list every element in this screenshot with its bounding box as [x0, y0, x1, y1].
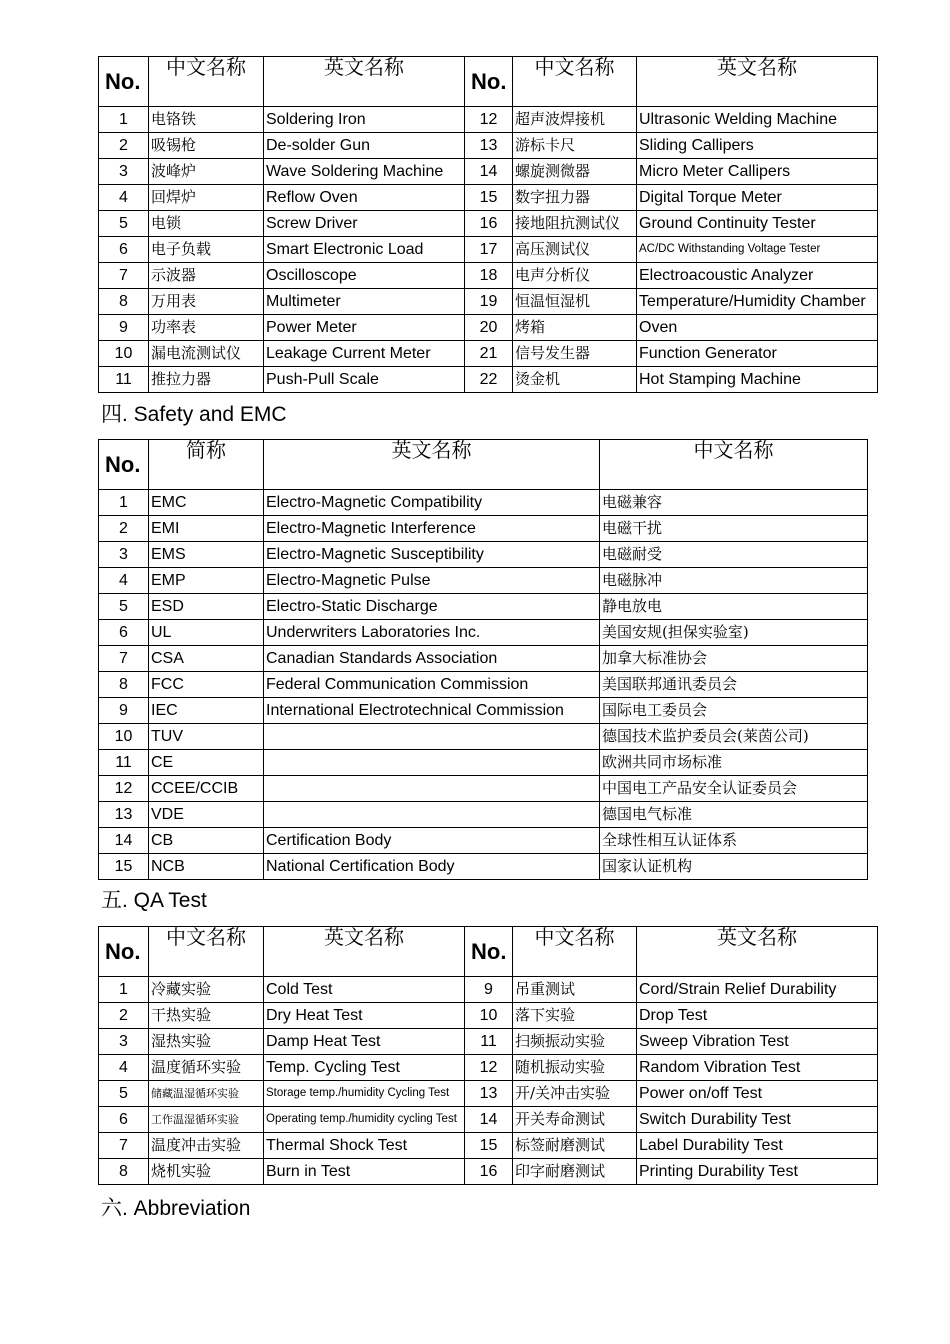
column-header-abbreviation: 简称: [149, 440, 264, 490]
cell-no: 16: [465, 1159, 513, 1185]
cell-no: 1: [99, 107, 149, 133]
cell-chinese-name: 烧机实验: [149, 1159, 264, 1185]
table-row: [99, 516, 868, 542]
cell-no: 1: [99, 490, 149, 516]
cell-no: 1: [99, 977, 149, 1003]
cell-english-name: Temp. Cycling Test: [264, 1055, 465, 1081]
cell-no: 3: [99, 542, 149, 568]
cell-no: 14: [465, 1107, 513, 1133]
cell-chinese-name: 电磁兼容: [600, 490, 868, 516]
column-header-english-name: 英文名称: [264, 927, 465, 977]
cell-no: 17: [465, 237, 513, 263]
cell-english-name: Sweep Vibration Test: [637, 1029, 878, 1055]
table-row: [99, 854, 868, 880]
column-header-chinese-name: 中文名称: [149, 57, 264, 107]
cell-no: 12: [99, 776, 149, 802]
cell-chinese-name: 干热实验: [149, 1003, 264, 1029]
table-header-row: [99, 927, 878, 977]
cell-no: 15: [465, 1133, 513, 1159]
section-number: 四: [101, 402, 122, 426]
table-row: [99, 828, 868, 854]
table-header-row: [99, 440, 868, 490]
cell-english-name: Damp Heat Test: [264, 1029, 465, 1055]
cell-chinese-name: 推拉力器: [149, 367, 264, 393]
cell-chinese-name: 电磁干扰: [600, 516, 868, 542]
cell-no: 9: [465, 977, 513, 1003]
table-row: [99, 185, 878, 211]
table-row: [99, 341, 878, 367]
cell-english-name: Power on/off Test: [637, 1081, 878, 1107]
cell-no: 8: [99, 1159, 149, 1185]
cell-english-name: Certification Body: [264, 828, 600, 854]
cell-chinese-name: 波峰炉: [149, 159, 264, 185]
cell-no: 22: [465, 367, 513, 393]
cell-no: 13: [465, 133, 513, 159]
table-row: [99, 263, 878, 289]
cell-english-name: Storage temp./humidity Cycling Test: [264, 1081, 465, 1107]
cell-no: 12: [465, 1055, 513, 1081]
cell-chinese-name: 电铬铁: [149, 107, 264, 133]
cell-english-name: Electro-Magnetic Susceptibility: [264, 542, 600, 568]
cell-chinese-name: 冷藏实验: [149, 977, 264, 1003]
table-row: [99, 568, 868, 594]
cell-english-name: Soldering Iron: [264, 107, 465, 133]
cell-abbreviation: ESD: [149, 594, 264, 620]
cell-no: 16: [465, 211, 513, 237]
cell-chinese-name: 烤箱: [513, 315, 637, 341]
cell-no: 19: [465, 289, 513, 315]
cell-no: 9: [99, 315, 149, 341]
column-header-chinese-name: 中文名称: [513, 927, 637, 977]
column-header-no: No.: [99, 927, 149, 977]
cell-english-name: Operating temp./humidity cycling Test: [264, 1107, 465, 1133]
section-number: 六: [101, 1196, 122, 1220]
cell-no: 7: [99, 1133, 149, 1159]
cell-english-name: Canadian Standards Association: [264, 646, 600, 672]
section-title: . Safety and EMC: [122, 403, 287, 426]
table-row: [99, 237, 878, 263]
cell-english-name: Random Vibration Test: [637, 1055, 878, 1081]
cell-english-name: Oscilloscope: [264, 263, 465, 289]
cell-abbreviation: CB: [149, 828, 264, 854]
column-header-no: No.: [99, 57, 149, 107]
cell-chinese-name: 随机振动实验: [513, 1055, 637, 1081]
equipment-table: [98, 56, 878, 393]
cell-english-name: Wave Soldering Machine: [264, 159, 465, 185]
section-title: . Abbreviation: [122, 1197, 251, 1220]
cell-english-name: De-solder Gun: [264, 133, 465, 159]
cell-abbreviation: EMC: [149, 490, 264, 516]
qa-test-table: [98, 926, 878, 1185]
cell-english-name: Reflow Oven: [264, 185, 465, 211]
cell-abbreviation: UL: [149, 620, 264, 646]
cell-abbreviation: TUV: [149, 724, 264, 750]
cell-chinese-name: 电磁脉冲: [600, 568, 868, 594]
cell-english-name: Label Durability Test: [637, 1133, 878, 1159]
table-row: [99, 133, 878, 159]
cell-no: 18: [465, 263, 513, 289]
table-row: [99, 211, 878, 237]
cell-english-name: Cold Test: [264, 977, 465, 1003]
cell-chinese-name: 超声波焊接机: [513, 107, 637, 133]
cell-no: 4: [99, 185, 149, 211]
table-row: [99, 289, 878, 315]
cell-no: 5: [99, 594, 149, 620]
table-row: [99, 1055, 878, 1081]
cell-english-name: International Electrotechnical Commission: [264, 698, 600, 724]
cell-no: 6: [99, 1107, 149, 1133]
cell-no: 2: [99, 1003, 149, 1029]
cell-chinese-name: 吸锡枪: [149, 133, 264, 159]
cell-abbreviation: EMI: [149, 516, 264, 542]
section-number: 五: [101, 888, 122, 912]
table-row: [99, 724, 868, 750]
cell-no: 8: [99, 672, 149, 698]
column-header-english-name: 英文名称: [637, 927, 878, 977]
column-header-english-name: 英文名称: [264, 57, 465, 107]
cell-english-name: Sliding Callipers: [637, 133, 878, 159]
cell-chinese-name: 电声分析仪: [513, 263, 637, 289]
table-row: [99, 672, 868, 698]
cell-chinese-name: 欧洲共同市场标准: [600, 750, 868, 776]
section-heading-abbreviation: [101, 1195, 250, 1222]
cell-no: 7: [99, 263, 149, 289]
cell-chinese-name: 烫金机: [513, 367, 637, 393]
cell-no: 10: [465, 1003, 513, 1029]
cell-english-name: Drop Test: [637, 1003, 878, 1029]
cell-no: 5: [99, 211, 149, 237]
cell-chinese-name: 德国电气标准: [600, 802, 868, 828]
table-row: [99, 107, 878, 133]
cell-chinese-name: 落下实验: [513, 1003, 637, 1029]
table-row: [99, 1081, 878, 1107]
cell-no: 21: [465, 341, 513, 367]
table-row: [99, 1029, 878, 1055]
cell-english-name: Temperature/Humidity Chamber: [637, 289, 878, 315]
cell-no: 12: [465, 107, 513, 133]
cell-chinese-name: 加拿大标准协会: [600, 646, 868, 672]
cell-english-name: Switch Durability Test: [637, 1107, 878, 1133]
table-row: [99, 1107, 878, 1133]
cell-english-name: Electroacoustic Analyzer: [637, 263, 878, 289]
column-header-chinese-name: 中文名称: [513, 57, 637, 107]
cell-abbreviation: EMS: [149, 542, 264, 568]
table-row: [99, 1133, 878, 1159]
cell-english-name: [264, 802, 600, 828]
cell-chinese-name: 功率表: [149, 315, 264, 341]
cell-no: 4: [99, 568, 149, 594]
table-row: [99, 620, 868, 646]
cell-abbreviation: EMP: [149, 568, 264, 594]
column-header-no: No.: [465, 57, 513, 107]
section-title: . QA Test: [122, 889, 207, 912]
cell-chinese-name: 美国安规(担保实验室): [600, 620, 868, 646]
cell-english-name: [264, 724, 600, 750]
cell-no: 10: [99, 341, 149, 367]
cell-chinese-name: 示波器: [149, 263, 264, 289]
cell-no: 3: [99, 1029, 149, 1055]
table-row: [99, 594, 868, 620]
cell-abbreviation: CCEE/CCIB: [149, 776, 264, 802]
cell-english-name: Federal Communication Commission: [264, 672, 600, 698]
column-header-no: No.: [465, 927, 513, 977]
cell-english-name: Electro-Magnetic Pulse: [264, 568, 600, 594]
cell-abbreviation: CE: [149, 750, 264, 776]
cell-chinese-name: 接地阻抗测试仪: [513, 211, 637, 237]
cell-chinese-name: 美国联邦通讯委员会: [600, 672, 868, 698]
cell-no: 11: [465, 1029, 513, 1055]
cell-chinese-name: 恒温恒湿机: [513, 289, 637, 315]
cell-chinese-name: 全球性相互认证体系: [600, 828, 868, 854]
section-heading-safety-emc: [101, 401, 287, 428]
cell-english-name: Screw Driver: [264, 211, 465, 237]
cell-no: 13: [99, 802, 149, 828]
section-heading-qa-test: [101, 887, 207, 914]
cell-chinese-name: 吊重测试: [513, 977, 637, 1003]
cell-no: 13: [465, 1081, 513, 1107]
cell-chinese-name: 万用表: [149, 289, 264, 315]
column-header-chinese-name: 中文名称: [600, 440, 868, 490]
safety-emc-table: [98, 439, 868, 880]
cell-english-name: Push-Pull Scale: [264, 367, 465, 393]
cell-abbreviation: IEC: [149, 698, 264, 724]
cell-no: 6: [99, 620, 149, 646]
column-header-no: No.: [99, 440, 149, 490]
cell-chinese-name: 游标卡尺: [513, 133, 637, 159]
cell-chinese-name: 扫频振动实验: [513, 1029, 637, 1055]
cell-english-name: Electro-Static Discharge: [264, 594, 600, 620]
table-row: [99, 646, 868, 672]
cell-chinese-name: 储藏温湿循环实验: [149, 1081, 264, 1107]
cell-no: 15: [465, 185, 513, 211]
cell-english-name: Dry Heat Test: [264, 1003, 465, 1029]
cell-english-name: Multimeter: [264, 289, 465, 315]
cell-english-name: Thermal Shock Test: [264, 1133, 465, 1159]
cell-english-name: Smart Electronic Load: [264, 237, 465, 263]
cell-english-name: Digital Torque Meter: [637, 185, 878, 211]
cell-english-name: National Certification Body: [264, 854, 600, 880]
cell-no: 20: [465, 315, 513, 341]
cell-english-name: Ultrasonic Welding Machine: [637, 107, 878, 133]
cell-chinese-name: 开关寿命测试: [513, 1107, 637, 1133]
cell-chinese-name: 标签耐磨测试: [513, 1133, 637, 1159]
cell-english-name: Electro-Magnetic Compatibility: [264, 490, 600, 516]
table-row: [99, 542, 868, 568]
cell-chinese-name: 数字扭力器: [513, 185, 637, 211]
cell-english-name: Printing Durability Test: [637, 1159, 878, 1185]
cell-no: 9: [99, 698, 149, 724]
cell-english-name: [264, 776, 600, 802]
cell-chinese-name: 印字耐磨测试: [513, 1159, 637, 1185]
cell-english-name: Function Generator: [637, 341, 878, 367]
cell-no: 10: [99, 724, 149, 750]
cell-no: 14: [99, 828, 149, 854]
cell-no: 2: [99, 133, 149, 159]
table-row: [99, 367, 878, 393]
cell-english-name: Leakage Current Meter: [264, 341, 465, 367]
table-row: [99, 490, 868, 516]
cell-chinese-name: 漏电流测试仪: [149, 341, 264, 367]
cell-no: 6: [99, 237, 149, 263]
cell-english-name: Micro Meter Callipers: [637, 159, 878, 185]
cell-abbreviation: CSA: [149, 646, 264, 672]
cell-chinese-name: 中国电工产品安全认证委员会: [600, 776, 868, 802]
cell-chinese-name: 螺旋测微器: [513, 159, 637, 185]
table-header-row: [99, 57, 878, 107]
cell-english-name: Underwriters Laboratories Inc.: [264, 620, 600, 646]
cell-no: 15: [99, 854, 149, 880]
cell-abbreviation: FCC: [149, 672, 264, 698]
table-row: [99, 1003, 878, 1029]
column-header-chinese-name: 中文名称: [149, 927, 264, 977]
cell-english-name: Cord/Strain Relief Durability: [637, 977, 878, 1003]
cell-chinese-name: 温度冲击实验: [149, 1133, 264, 1159]
cell-chinese-name: 信号发生器: [513, 341, 637, 367]
cell-english-name: [264, 750, 600, 776]
cell-chinese-name: 电子负载: [149, 237, 264, 263]
cell-abbreviation: VDE: [149, 802, 264, 828]
cell-chinese-name: 高压测试仪: [513, 237, 637, 263]
cell-chinese-name: 德国技术监护委员会(莱茵公司): [600, 724, 868, 750]
cell-no: 4: [99, 1055, 149, 1081]
cell-english-name: Hot Stamping Machine: [637, 367, 878, 393]
column-header-english-name: 英文名称: [264, 440, 600, 490]
cell-chinese-name: 开/关冲击实验: [513, 1081, 637, 1107]
cell-chinese-name: 静电放电: [600, 594, 868, 620]
table-row: [99, 1159, 878, 1185]
cell-english-name: AC/DC Withstanding Voltage Tester: [637, 237, 878, 263]
cell-chinese-name: 电磁耐受: [600, 542, 868, 568]
cell-english-name: Burn in Test: [264, 1159, 465, 1185]
table-row: [99, 750, 868, 776]
cell-no: 2: [99, 516, 149, 542]
table-row: [99, 159, 878, 185]
cell-chinese-name: 国家认证机构: [600, 854, 868, 880]
cell-chinese-name: 温度循环实验: [149, 1055, 264, 1081]
table-row: [99, 802, 868, 828]
cell-no: 5: [99, 1081, 149, 1107]
cell-abbreviation: NCB: [149, 854, 264, 880]
cell-english-name: Oven: [637, 315, 878, 341]
cell-chinese-name: 湿热实验: [149, 1029, 264, 1055]
table-row: [99, 315, 878, 341]
column-header-english-name: 英文名称: [637, 57, 878, 107]
cell-no: 11: [99, 750, 149, 776]
cell-no: 7: [99, 646, 149, 672]
cell-no: 14: [465, 159, 513, 185]
table-row: [99, 977, 878, 1003]
cell-english-name: Ground Continuity Tester: [637, 211, 878, 237]
cell-english-name: Electro-Magnetic Interference: [264, 516, 600, 542]
table-row: [99, 698, 868, 724]
cell-chinese-name: 回焊炉: [149, 185, 264, 211]
cell-chinese-name: 电锁: [149, 211, 264, 237]
cell-no: 8: [99, 289, 149, 315]
cell-no: 3: [99, 159, 149, 185]
cell-chinese-name: 工作温湿循环实验: [149, 1107, 264, 1133]
cell-chinese-name: 国际电工委员会: [600, 698, 868, 724]
table-row: [99, 776, 868, 802]
cell-no: 11: [99, 367, 149, 393]
cell-english-name: Power Meter: [264, 315, 465, 341]
